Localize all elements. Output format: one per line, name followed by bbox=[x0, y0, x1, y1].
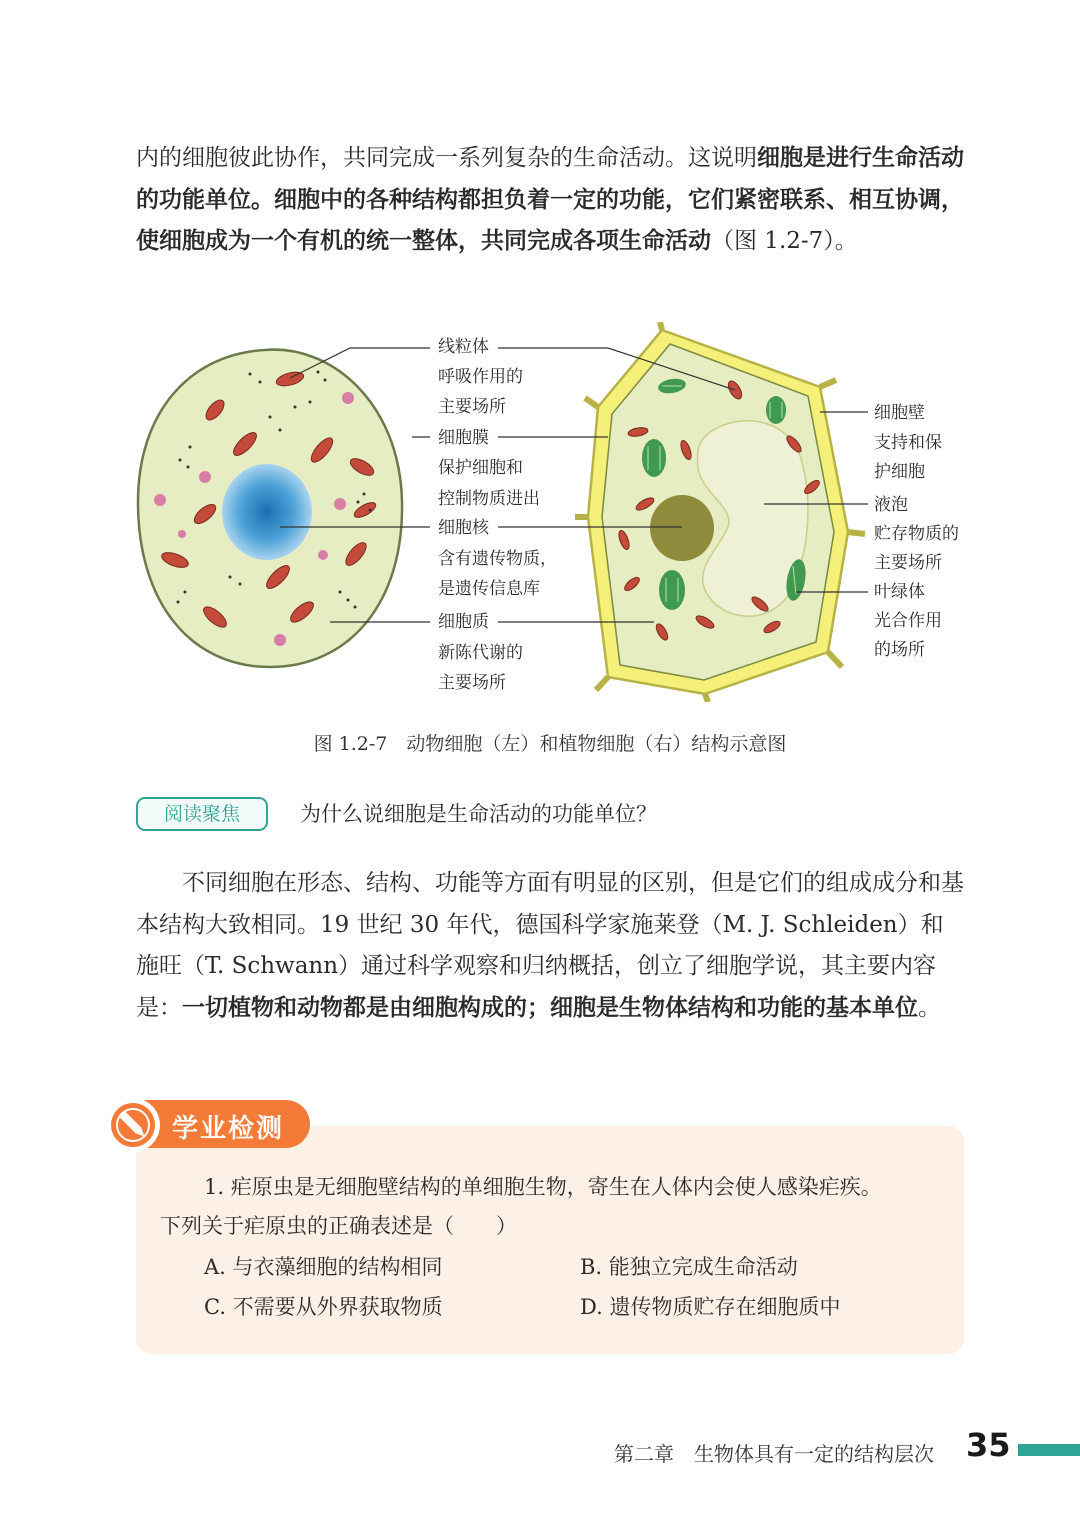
paragraph-intro bbox=[136, 138, 966, 263]
para2-text-1: 不同细胞在形态、结构、功能等方面有明显的区别，但是它们的组成成分和基本结构大致相同。19 世纪 30 年代，德国科学家施莱登（M. J. Schleiden）和施旺（T. Schwann）通过科学观察和归纳概括，创立了细胞学说，其主要内容是： bbox=[136, 870, 964, 1021]
pencil-icon bbox=[104, 1096, 162, 1154]
label-nucleus-desc-1: 含有遗传物质， bbox=[438, 549, 557, 569]
label-cell-wall: 细胞壁 bbox=[874, 403, 925, 423]
label-cell-wall-desc-1: 支持和保 bbox=[874, 433, 942, 453]
label-chloroplast: 叶绿体 bbox=[874, 582, 925, 602]
label-vacuole-desc-1: 贮存物质的 bbox=[874, 524, 959, 544]
label-mitochondria-desc-2: 主要场所 bbox=[438, 397, 506, 417]
footer-accent-bar bbox=[1018, 1444, 1080, 1456]
paragraph-cell-theory bbox=[136, 863, 966, 1029]
reading-focus-question: 为什么说细胞是生命活动的功能单位？ bbox=[300, 802, 657, 826]
label-cytoplasm: 细胞质 bbox=[438, 612, 489, 632]
reading-focus-badge: 阅读聚焦 bbox=[136, 797, 268, 831]
label-cytoplasm-desc-2: 主要场所 bbox=[438, 673, 506, 693]
animal-nucleus bbox=[222, 464, 312, 560]
label-vacuole-desc-2: 主要场所 bbox=[874, 553, 942, 573]
plant-cell bbox=[575, 322, 865, 702]
page-number: 35 bbox=[966, 1426, 1011, 1464]
quiz-option-d[interactable]: D. 遗传物质贮存在细胞质中 bbox=[580, 1295, 841, 1319]
quiz-title: 学业检测 bbox=[172, 1114, 285, 1144]
para2-bold-1: 一切植物和动物都是由细胞构成的；细胞是生物体结构和功能的基本单位 bbox=[182, 994, 918, 1021]
label-membrane-desc-1: 保护细胞和 bbox=[438, 458, 523, 478]
quiz-stem-line-2: 下列关于疟原虫的正确表述是（ ） bbox=[160, 1214, 517, 1238]
label-cytoplasm-desc-1: 新陈代谢的 bbox=[438, 643, 523, 663]
para1-bold-2: 细胞中的各种结构都担负着一定的功能，它们紧密联系、相互协调，使细胞成为一个有机的统一整体，共同完成各项生命活动 bbox=[136, 186, 964, 254]
figure-caption: 图 1.2-7 动物细胞（左）和植物细胞（右）结构示意图 bbox=[313, 733, 787, 755]
animal-cell bbox=[138, 350, 402, 667]
label-nucleus-desc-2: 是遗传信息库 bbox=[438, 579, 540, 599]
cell-structure-figure bbox=[130, 322, 980, 702]
chapter-title: 第二章 生物体具有一定的结构层次 bbox=[614, 1442, 934, 1466]
para1-text-1: 内的细胞彼此协作，共同完成一系列复杂的生命活动。这说明 bbox=[136, 145, 757, 171]
label-mitochondria-desc-1: 呼吸作用的 bbox=[438, 367, 523, 387]
quiz-option-c[interactable]: C. 不需要从外界获取物质 bbox=[204, 1295, 443, 1319]
label-chloroplast-desc-1: 光合作用 bbox=[874, 611, 942, 631]
label-membrane-desc-2: 控制物质进出 bbox=[438, 489, 540, 509]
para2-text-2: 。 bbox=[918, 994, 941, 1021]
plant-nucleus bbox=[650, 495, 714, 561]
quiz-option-b[interactable]: B. 能独立完成生命活动 bbox=[580, 1255, 798, 1279]
para1-bold-1: 细胞是进行生命活动的功能单位。 bbox=[136, 145, 964, 213]
quiz-stem-line-1: 1. 疟原虫是无细胞壁结构的单细胞生物，寄生在人体内会使人感染疟疾。 bbox=[204, 1175, 882, 1199]
label-vacuole: 液泡 bbox=[874, 495, 908, 515]
label-membrane: 细胞膜 bbox=[438, 428, 489, 448]
label-cell-wall-desc-2: 护细胞 bbox=[874, 462, 925, 482]
label-nucleus: 细胞核 bbox=[438, 518, 489, 538]
para1-text-3: （图 1.2-7）。 bbox=[711, 228, 858, 254]
quiz-option-a[interactable]: A. 与衣藻细胞的结构相同 bbox=[204, 1255, 443, 1279]
label-chloroplast-desc-2: 的场所 bbox=[874, 640, 925, 660]
label-mitochondria: 线粒体 bbox=[438, 337, 489, 357]
